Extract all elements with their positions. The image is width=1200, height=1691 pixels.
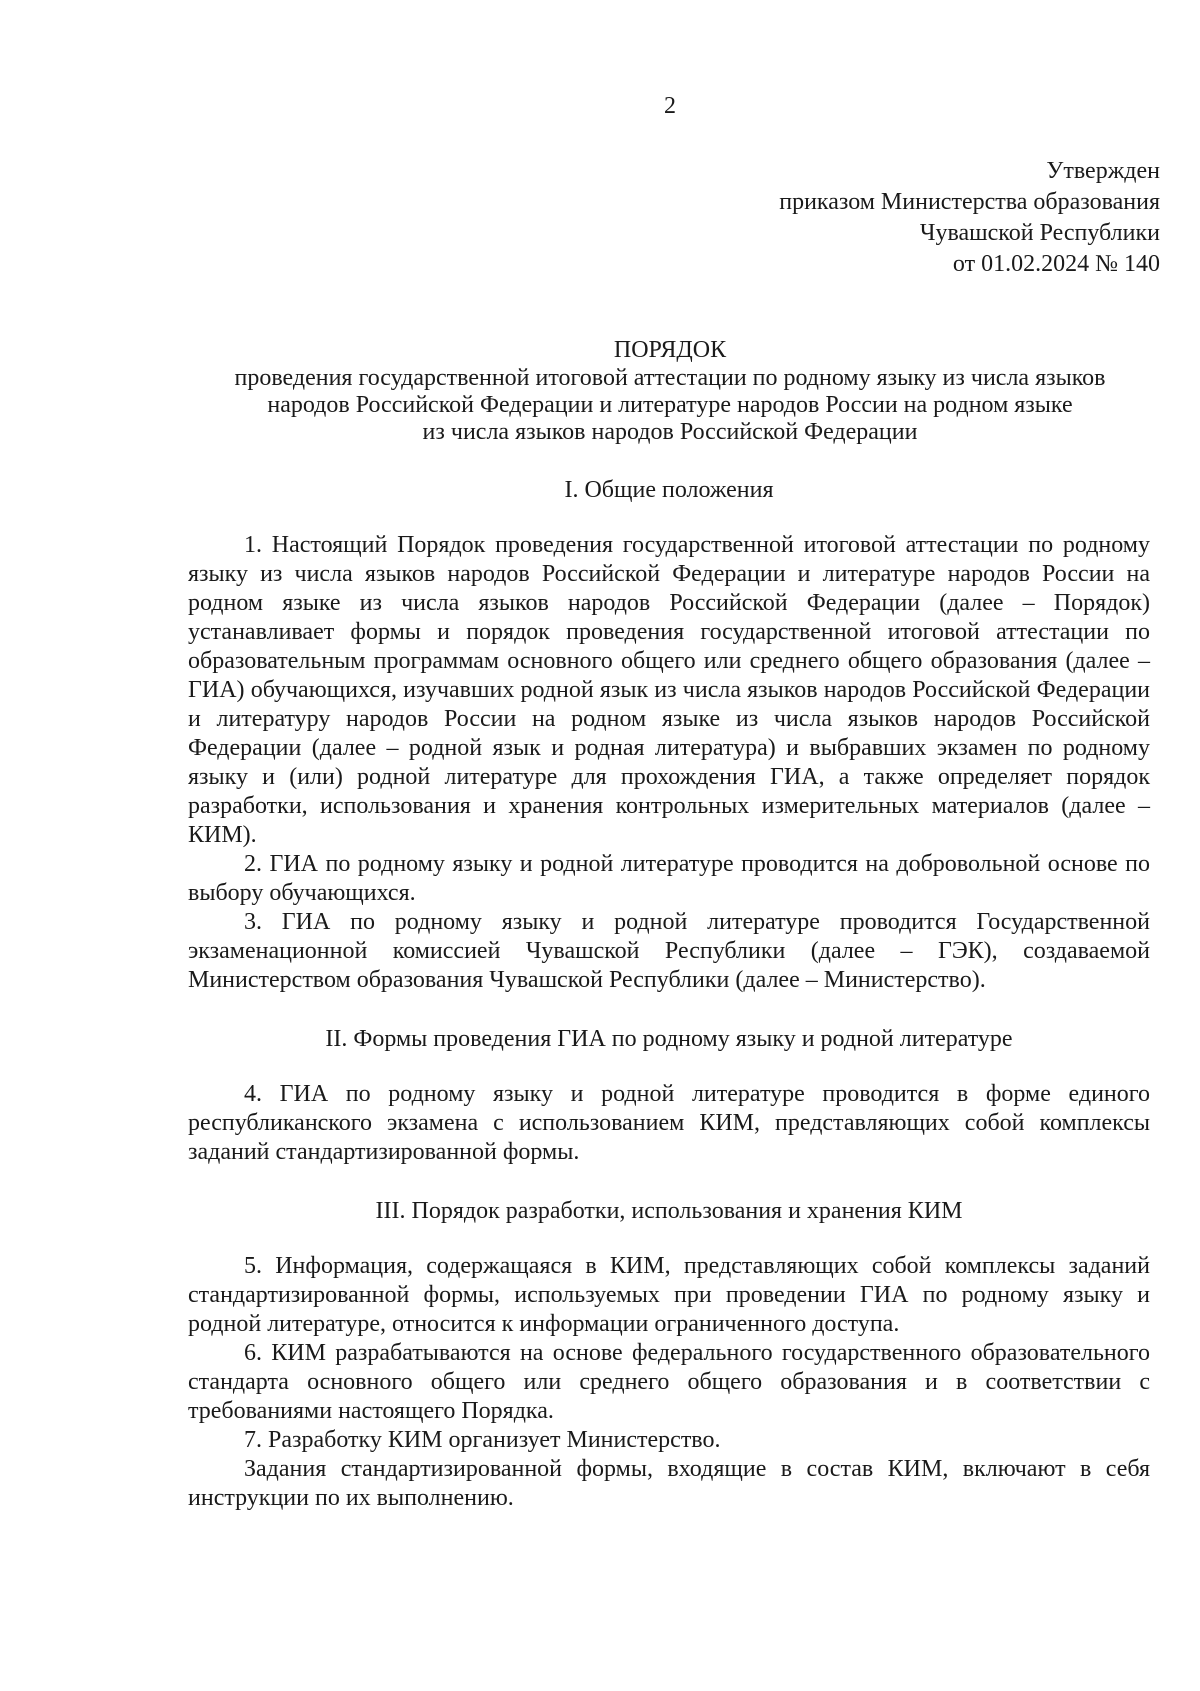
approval-block <box>779 156 1160 280</box>
paragraph-1: 1. Настоящий Порядок проведения государственной итоговой аттестации по родному языку из числа языков народов Российской Федерации и литературе народов России на родном языке из числа языков народов Российской Федерации (далее – Порядок) устанавливает формы и порядок проведения государственной итоговой аттестации по образовательным программам основного общего или среднего общего образования (далее – ГИА) обучающихся, изучавших родной язык из числа языков народов Российской Федерации и литературу народов России на родном языке из числа языков народов Российской Федерации (далее – родной язык и родная литература) и выбравших экзамен по родному языку и (или) родной литературе для прохождения ГИА, а также определяет порядок разработки, использования и хранения контрольных измерительных материалов (далее – КИМ). <box>188 532 1150 848</box>
approval-line: приказом Министерства образования <box>779 189 1160 215</box>
paragraph-7-continued: Задания стандартизированной формы, входящие в состав КИМ, включают в себя инструкции по их выполнению. <box>188 1456 1150 1511</box>
paragraph-4: 4. ГИА по родному языку и родной литературе проводится в форме единого республиканского экзамена с использованием КИМ, представляющих собой комплексы заданий стандартизированной формы. <box>188 1081 1150 1165</box>
paragraph-2: 2. ГИА по родному языку и родной литературе проводится на добровольной основе по выбору обучающихся. <box>188 851 1150 906</box>
paragraph-3: 3. ГИА по родному языку и родной литературе проводится Государственной экзаменационной комиссией Чувашской Республики (далее – ГЭК), создаваемой Министерством образования Чувашской Республики (далее – Министерство). <box>188 909 1150 993</box>
approval-line: от 01.02.2024 № 140 <box>952 251 1160 277</box>
document-body <box>188 476 1150 1513</box>
page-number: 2 <box>664 93 676 119</box>
document-title <box>190 337 1150 446</box>
title-main: ПОРЯДОК <box>613 337 727 363</box>
section-heading-forms: II. Формы проведения ГИА по родному языку и родной литературе <box>325 1026 1013 1052</box>
paragraph-5: 5. Информация, содержащаяся в КИМ, представляющих собой комплексы заданий стандартизированной формы, используемых при проведении ГИА по родному языку и родной литературе, относится к информации ограниченного доступа. <box>188 1253 1150 1337</box>
title-subtitle-line: народов Российской Федерации и литературе народов России на родном языке <box>267 392 1073 418</box>
paragraph-6: 6. КИМ разрабатываются на основе федерального государственного образовательного стандарта основного общего или среднего общего образования и в соответствии с требованиями настоящего Порядка. <box>188 1340 1150 1424</box>
paragraph-7: 7. Разработку КИМ организует Министерство. <box>244 1427 721 1453</box>
title-subtitle-line: проведения государственной итоговой аттестации по родному языку из числа языков <box>234 365 1106 391</box>
section-heading-kim: III. Порядок разработки, использования и хранения КИМ <box>375 1198 963 1224</box>
section-heading-general: I. Общие положения <box>564 477 774 503</box>
title-subtitle-line: из числа языков народов Российской Федерации <box>422 419 918 445</box>
approval-line: Утвержден <box>1046 158 1160 184</box>
approval-line: Чувашской Республики <box>919 220 1160 246</box>
